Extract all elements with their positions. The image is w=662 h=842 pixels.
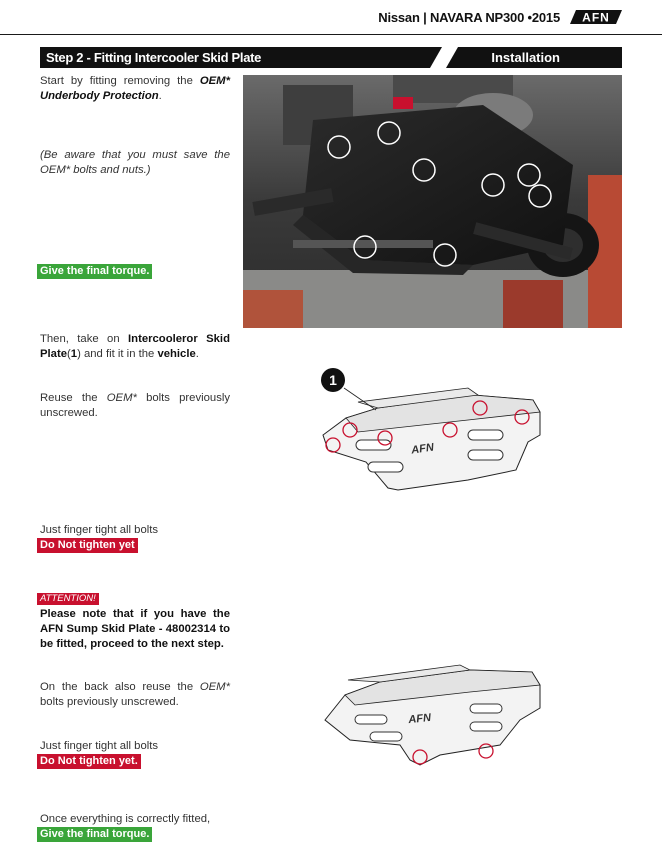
step-title: Step 2 - Fitting Intercooler Skid Plate: [46, 50, 262, 65]
instruction-save-bolts: (Be aware that you must save the OEM* bolts and nuts.): [40, 149, 230, 176]
header-brand-text: Nissan | NAVARA NP300 •2015: [378, 10, 560, 25]
do-not-tighten-tag: Do Not tighten yet: [37, 538, 138, 553]
instruction-back-bolts: On the back also reuse the OEM* bolts previously unscrewed.: [40, 681, 230, 708]
underbody-photo: [243, 75, 622, 328]
afn-logo: [570, 10, 622, 24]
instruction-correctly-fitted: Once everything is correctly fitted,: [40, 813, 211, 825]
attention-tag: ATTENTION!: [37, 593, 99, 605]
section-label: Installation: [491, 50, 560, 65]
do-not-tighten-tag-2: Do Not tighten yet.: [37, 754, 141, 769]
plate-logo-2: AFN: [407, 711, 432, 727]
instruction-remove-protection: Start by fitting removing the OEM* Underbody Protection.: [40, 75, 230, 102]
instruction-reuse-bolts: Reuse the OEM* bolts previously unscrewed.: [40, 392, 230, 419]
step-title-bar: [40, 47, 622, 68]
final-torque-tag-2: Give the final torque.: [37, 827, 152, 842]
callout-badge: 1: [321, 368, 345, 392]
instruction-finger-tight: Just finger tight all bolts: [40, 524, 159, 536]
plate-logo-1: AFN: [410, 441, 435, 457]
afn-logo-text: AFN: [582, 10, 610, 24]
skid-plate-diagram-1: [318, 380, 558, 495]
final-torque-tag: Give the final torque.: [37, 264, 152, 279]
skid-plate-diagram-2: [320, 660, 560, 770]
page-header: [0, 0, 662, 35]
instruction-fit-plate: Then, take on Intercooleror Skid Plate(1) and fit it in the vehicle.: [40, 333, 230, 360]
instruction-finger-tight-2: Just finger tight all bolts: [40, 740, 159, 752]
attention-note: Please note that if you have the AFN Sump Skid Plate - 48002314 to be fitted, proceed to the next step.: [40, 608, 230, 650]
